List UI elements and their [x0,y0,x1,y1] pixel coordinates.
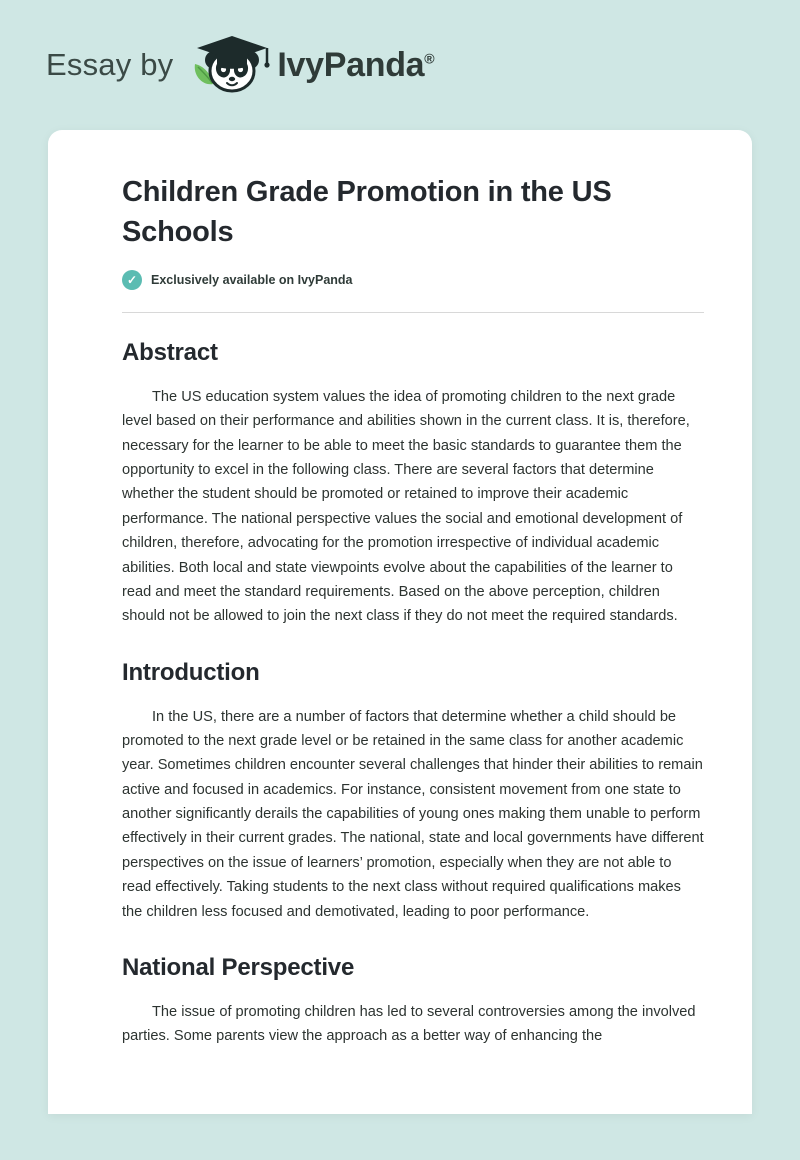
document-content [74,172,722,1049]
section-heading-abstract: Abstract [122,339,218,367]
essay-by-label: Essay by [46,47,174,82]
exclusive-label: Exclusively available on IvyPanda [151,273,353,288]
section-paragraph: In the US, there are a number of factors that determine whether a child should be promoted to the next grade level or be retained in the same class for another academic year. Sometimes children encounter several challenges that hinder their abilities to remain active and focused in academics. For instance, consistent movement from one state to another significantly derails the capabilities of young ones making them unable to perform effectively in their current grades. The national, state and local governments have different perspectives on the issue of learners’ promotion, especially when they are not able to read effectively. Taking students to the next class without required qualifications makes the children less focused and demotivated, leading to poor performance. [122,708,704,920]
panda-graduate-icon [189,34,275,96]
brand-name: IvyPanda® [277,45,435,84]
brand-header [0,0,800,92]
ivypanda-logo[interactable] [189,34,434,96]
exclusive-badge [122,270,704,290]
section-paragraph: The US education system values the idea of promoting children to the next grade level based on their performance and abilities shown in the current class. It is, therefore, necessary for the learner to be able to meet the basic standards to guarantee them the opportunity to excel in the following class. There are several factors that determine whether the student should be promoted or retained to improve their academic performance. The national perspective values the social and emotional development of children, therefore, advocating for the promotion irrespective of individual academic abilities. Both local and state viewpoints evolve about the capabilities of the learner to read and meet the standard requirements. Based on the above perception, children should not be allowed to join the next class if they do not meet the required standards. [122,389,690,625]
section-heading-national-perspective: National Perspective [122,953,355,981]
section-heading-introduction: Introduction [122,658,260,686]
document-card [48,130,752,1114]
title-divider [122,312,704,313]
check-circle-icon: ✓ [122,270,142,290]
page-title: Children Grade Promotion in the US Schools [122,176,612,249]
section-paragraph: The issue of promoting children has led to several controversies among the involved parties. Some parents view the approach as a better way of enhancing the [122,1003,696,1045]
registered-mark: ® [424,50,435,67]
